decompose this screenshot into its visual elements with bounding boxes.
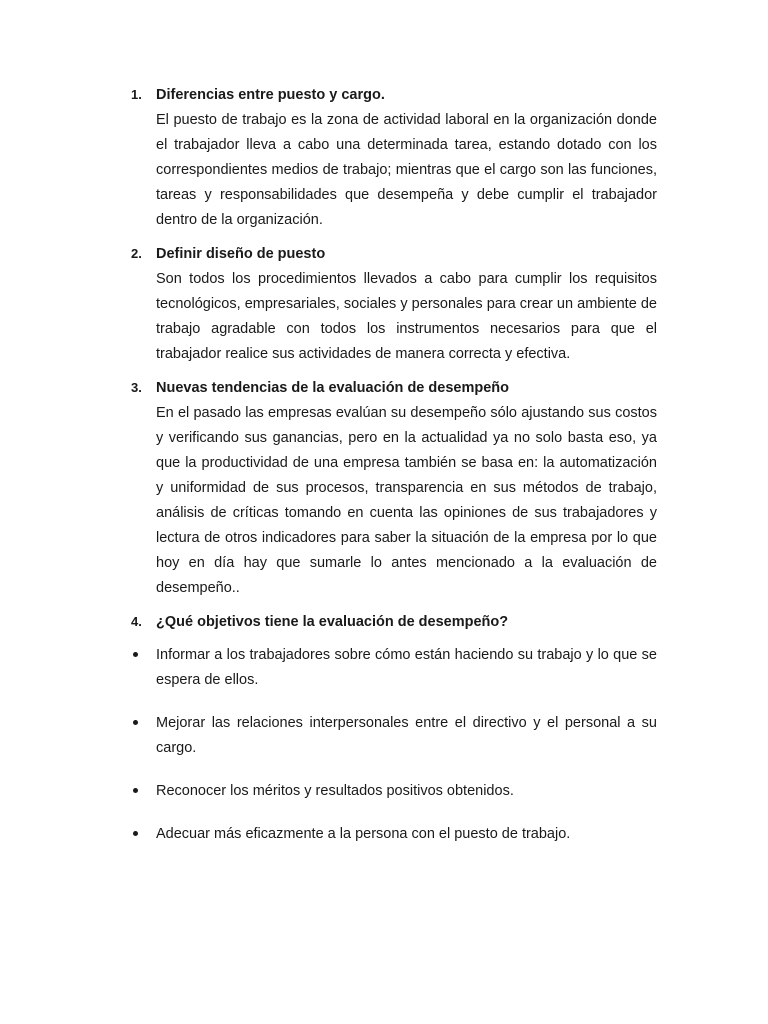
- section-4: [131, 611, 657, 847]
- section-1: [131, 84, 657, 233]
- section-title: Diferencias entre puesto y cargo.: [156, 87, 385, 103]
- objectives-list: [131, 643, 657, 847]
- section-heading: [131, 84, 657, 106]
- list-item-text: Reconocer los méritos y resultados positivos obtenidos.: [156, 783, 514, 799]
- section-number: 1.: [131, 87, 142, 102]
- section-number: 4.: [131, 614, 142, 629]
- bullet-icon: [133, 788, 138, 793]
- list-item-text: Adecuar más eficazmente a la persona con el puesto de trabajo.: [156, 826, 571, 842]
- section-title: Nuevas tendencias de la evaluación de desempeño: [156, 380, 509, 396]
- bullet-icon: [133, 652, 138, 657]
- section-number: 3.: [131, 380, 142, 395]
- section-title: ¿Qué objetivos tiene la evaluación de desempeño?: [156, 614, 509, 630]
- bullet-icon: [133, 831, 138, 836]
- bullet-icon: [133, 720, 138, 725]
- list-item: [131, 779, 657, 804]
- section-number: 2.: [131, 246, 142, 261]
- list-item: [131, 822, 657, 847]
- section-paragraph: El puesto de trabajo es la zona de actividad laboral en la organización donde el trabajador lleva a cabo una determinada tarea, estando dotado con los correspondientes medios de trabajo; mientras que el cargo son las funciones, tareas y responsabilidades que desempeña y debe cumplir el trabajador dentro de la organización.: [156, 112, 657, 228]
- section-3: [131, 377, 657, 601]
- section-2: [131, 243, 657, 367]
- list-item: [131, 643, 657, 693]
- document-content: [131, 84, 657, 865]
- section-paragraph: En el pasado las empresas evalúan su desempeño sólo ajustando sus costos y verificando sus ganancias, pero en la actualidad ya no solo basta eso, ya que la productividad de una empresa también se basa en: la automatización y uniformidad de sus procesos, transparencia en sus métodos de trabajo, análisis de críticas tomando en cuenta las opiniones de sus trabajadores y lectura de otros indicadores para saber la situación de la empresa por lo que hoy en día hay que sumarle lo antes mencionado a la evaluación de desempeño..: [156, 405, 657, 596]
- list-item-text: Informar a los trabajadores sobre cómo están haciendo su trabajo y lo que se espera de ellos.: [156, 647, 657, 688]
- list-item: [131, 711, 657, 761]
- section-heading: [131, 377, 657, 399]
- section-title: Definir diseño de puesto: [156, 246, 326, 262]
- list-item-text: Mejorar las relaciones interpersonales entre el directivo y el personal a su cargo.: [156, 715, 657, 756]
- section-paragraph: Son todos los procedimientos llevados a cabo para cumplir los requisitos tecnológicos, empresariales, sociales y personales para crear un ambiente de trabajo agradable con todos los instrumentos necesarios para que el trabajador realice sus actividades de manera correcta y efectiva.: [156, 271, 657, 362]
- section-heading: [131, 243, 657, 265]
- section-heading: [131, 611, 657, 633]
